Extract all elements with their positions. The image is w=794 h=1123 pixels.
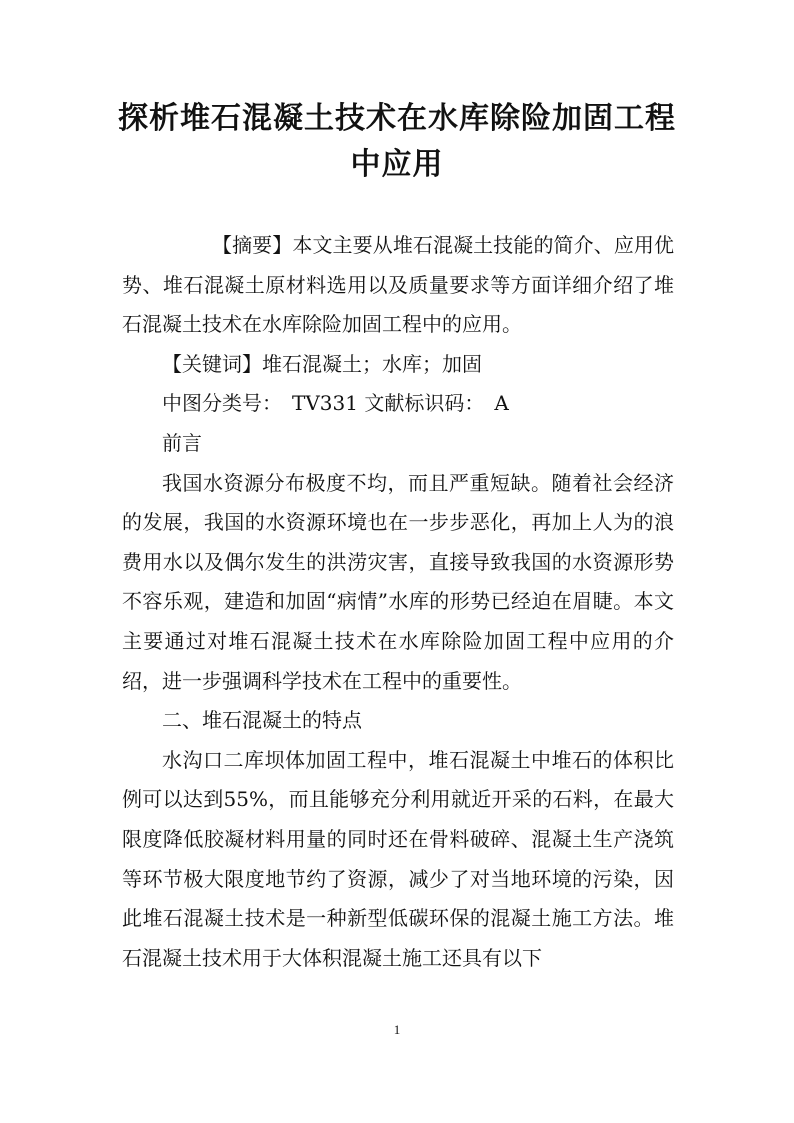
page-title bbox=[110, 96, 684, 188]
title-line-2: 中应用 bbox=[350, 147, 444, 182]
abstract-paragraph: 【摘要】本文主要从堆石混凝土技能的简介、应用优势、堆石混凝土原材料选用以及质量要求等方面详细介绍了堆石混凝土技术在水库除险加固工程中的应用。 bbox=[122, 233, 674, 337]
page-number: 1 bbox=[393, 1022, 401, 1037]
section-heading: 二、堆石混凝土的特点 bbox=[162, 708, 362, 733]
preface-heading: 前言 bbox=[162, 430, 202, 455]
keywords-paragraph: 【关键词】堆石混凝土；水库；加固 bbox=[162, 351, 482, 376]
classification-paragraph: 中图分类号： TV331 文献标识码： A bbox=[162, 391, 509, 416]
section-paragraph: 水沟口二库坝体加固工程中，堆石混凝土中堆石的体积比例可以达到55%，而且能够充分利用就近开采的石料，在最大限度降低胶凝材料用量的同时还在骨料破碎、混凝土生产浇筑等环节极大限度地节约了资源，减少了对当地环境的污染，因此堆石混凝土技术是一种新型低碳环保的混凝土施工方法。堆石混凝土技术用于大体积混凝土施工还具有以下 bbox=[122, 747, 674, 970]
title-line-1: 探析堆石混凝土技术在水库除险加固工程 bbox=[118, 101, 676, 136]
document-body bbox=[122, 226, 674, 978]
preface-paragraph: 我国水资源分布极度不均，而且严重短缺。随着社会经济的发展，我国的水资源环境也在一步步恶化，再加上人为的浪费用水以及偶尔发生的洪涝灾害，直接导致我国的水资源形势不容乐观，建造和加固“病情”水库的形势已经迫在眉睫。本文主要通过对堆石混凝土技术在水库除险加固工程中应用的介绍，进一步强调科学技术在工程中的重要性。 bbox=[122, 470, 674, 693]
